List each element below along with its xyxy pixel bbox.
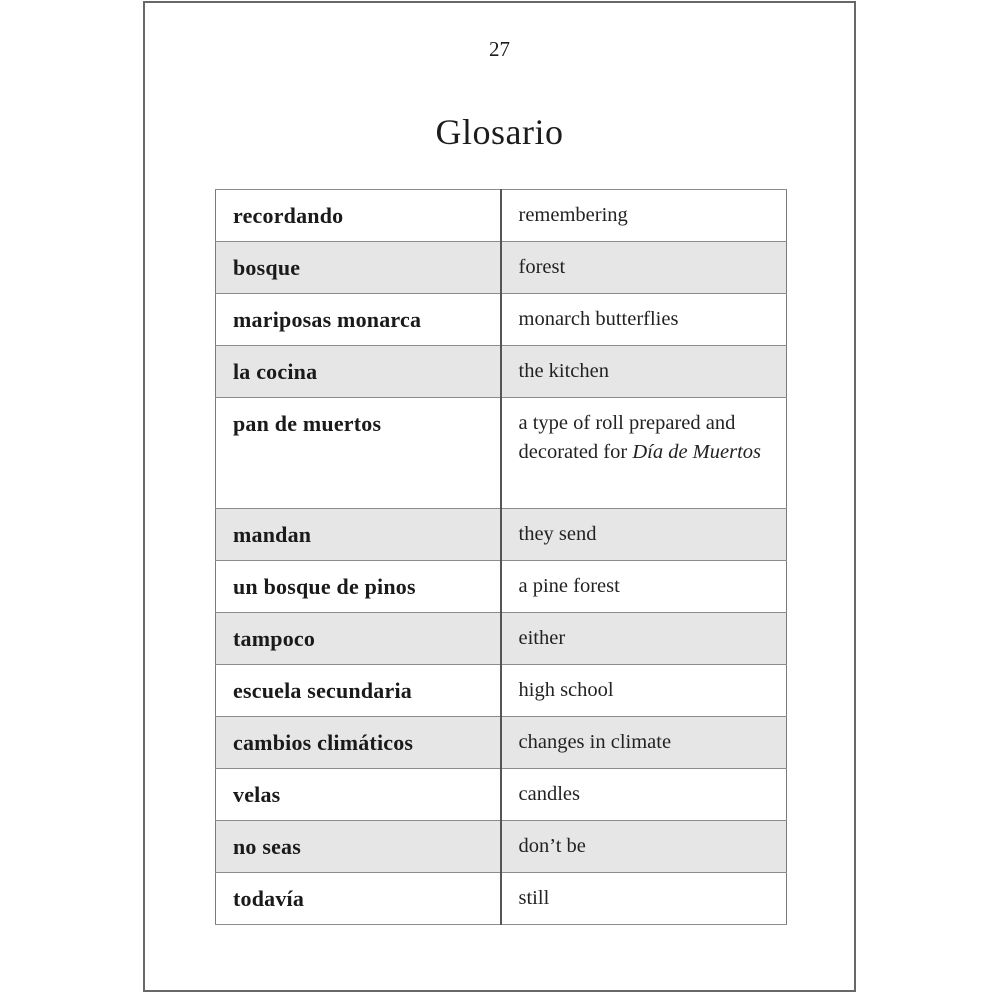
term-cell [216, 873, 501, 925]
term-cell [216, 242, 501, 294]
term-text: velas [233, 782, 281, 807]
translation-text: they send [518, 523, 597, 545]
translation-cell [501, 665, 787, 717]
term-cell [216, 398, 501, 509]
translation-text: still [518, 887, 550, 909]
translation-cell [501, 821, 787, 873]
term-text: no seas [233, 834, 302, 859]
glossary-row [216, 769, 787, 821]
translation-text: monarch butterflies [518, 308, 679, 330]
glossary-row [216, 346, 787, 398]
glossary-row [216, 398, 787, 509]
book-page [143, 1, 856, 992]
translation-cell [501, 398, 787, 509]
term-cell [216, 190, 501, 242]
translation-text: the kitchen [518, 360, 610, 382]
term-cell [216, 613, 501, 665]
translation-cell [501, 509, 787, 561]
glossary-row [216, 561, 787, 613]
glossary-row [216, 665, 787, 717]
translation-text: remembering [518, 204, 628, 226]
translation-cell [501, 717, 787, 769]
term-text: tampoco [233, 626, 316, 651]
term-text: cambios climáticos [233, 730, 414, 755]
translation-text: a pine forest [518, 575, 620, 597]
term-text: la cocina [233, 359, 318, 384]
page-number: 27 [489, 37, 510, 61]
translation-cell [501, 294, 787, 346]
translation-cell [501, 190, 787, 242]
term-text: escuela secundaria [233, 678, 412, 703]
term-cell [216, 821, 501, 873]
term-text: un bosque de pinos [233, 574, 416, 599]
glossary-row [216, 821, 787, 873]
translation-cell [501, 613, 787, 665]
translation-italic-text: Día de Muertos [632, 441, 762, 463]
translation-cell [501, 873, 787, 925]
page-title: Glosario [435, 112, 564, 152]
term-cell [216, 665, 501, 717]
glossary-row [216, 717, 787, 769]
glossary-row [216, 190, 787, 242]
translation-text: either [518, 627, 566, 649]
term-text: todavía [233, 886, 305, 911]
translation-text: changes in climate [518, 731, 672, 753]
translation-cell [501, 346, 787, 398]
translation-text: a type of roll prepared and decorated for [518, 412, 736, 463]
glossary-row [216, 242, 787, 294]
glossary-row [216, 873, 787, 925]
translation-cell [501, 561, 787, 613]
term-cell [216, 346, 501, 398]
term-cell [216, 509, 501, 561]
translation-cell [501, 769, 787, 821]
term-cell [216, 717, 501, 769]
term-text: mariposas monarca [233, 307, 422, 332]
glossary-row [216, 509, 787, 561]
translation-cell [501, 242, 787, 294]
translation-text: don’t be [518, 835, 586, 857]
translation-text: forest [518, 256, 566, 278]
term-cell [216, 294, 501, 346]
glossary-row [216, 613, 787, 665]
term-text: bosque [233, 255, 301, 280]
glossary-table [215, 189, 787, 925]
translation-text: high school [518, 679, 614, 701]
term-cell [216, 769, 501, 821]
term-text: recordando [233, 203, 344, 228]
term-text: pan de muertos [233, 411, 382, 436]
glossary-row [216, 294, 787, 346]
term-cell [216, 561, 501, 613]
term-text: mandan [233, 522, 312, 547]
translation-text: candles [518, 783, 580, 805]
